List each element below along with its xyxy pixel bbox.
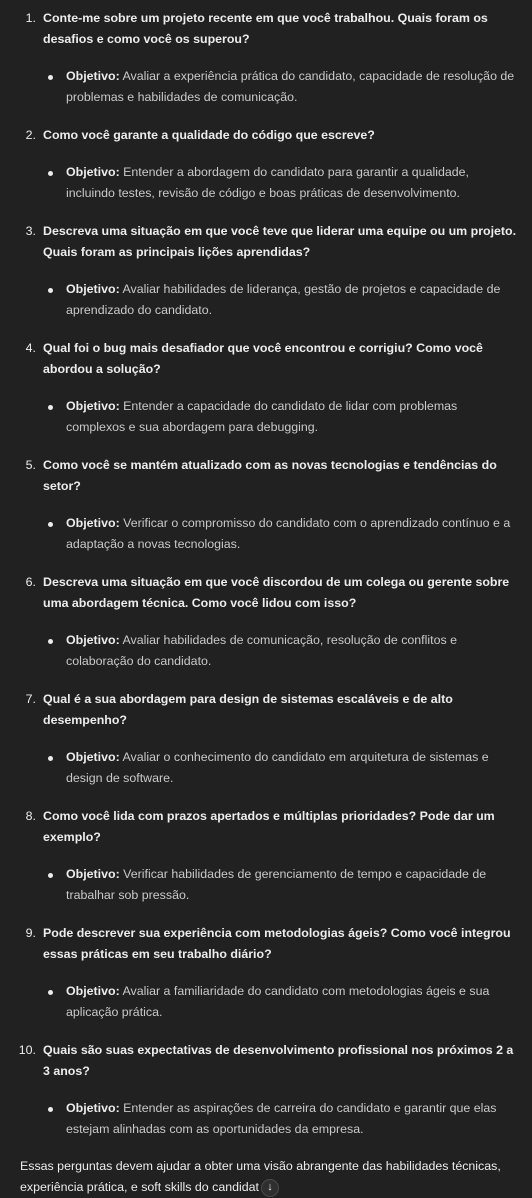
question-item bbox=[0, 8, 532, 108]
question-item bbox=[0, 338, 532, 438]
question-item bbox=[0, 125, 532, 204]
question-text bbox=[0, 572, 532, 614]
question-label: Como você se mantém atualizado com as novas tecnologias e tendências do setor? bbox=[43, 458, 497, 493]
bullet-dot-icon bbox=[48, 75, 53, 80]
objective-label: Objetivo: bbox=[66, 69, 120, 83]
question-label: Descreva uma situação em que você teve que liderar uma equipe ou um projeto. Quais foram as principais lições aprendidas? bbox=[43, 224, 517, 259]
question-label: Descreva uma situação em que você discordou de um colega ou gerente sobre uma abordagem técnica. Como você lidou com isso? bbox=[43, 575, 510, 610]
objective-text: Avaliar a experiência prática do candidato, capacidade de resolução de problemas e habilidades de comunicação. bbox=[66, 69, 515, 104]
question-text bbox=[0, 221, 532, 263]
objective-bullet bbox=[0, 981, 532, 1023]
objective-text: Entender as aspirações de carreira do candidato e garantir que elas estejam alinhadas com as oportunidades da empresa. bbox=[66, 1101, 497, 1136]
question-label: Como você lida com prazos apertados e múltiplas prioridades? Pode dar um exemplo? bbox=[43, 809, 495, 844]
objective-label: Objetivo: bbox=[66, 165, 120, 179]
question-label: Como você garante a qualidade do código que escreve? bbox=[43, 128, 375, 142]
question-label: Pode descrever sua experiência com metodologias ágeis? Como você integrou essas práticas em seu trabalho diário? bbox=[43, 926, 511, 961]
objective-text: Entender a abordagem do candidato para garantir a qualidade, incluindo testes, revisão de código e boas práticas de desenvolvimento. bbox=[66, 165, 469, 200]
question-text bbox=[0, 455, 532, 497]
question-label: Quais são suas expectativas de desenvolvimento profissional nos próximos 2 a 3 anos? bbox=[43, 1043, 514, 1078]
question-number: 5. bbox=[25, 458, 36, 472]
objective-bullet bbox=[0, 513, 532, 555]
question-item bbox=[0, 221, 532, 321]
question-text bbox=[0, 338, 532, 380]
objective-bullet bbox=[0, 396, 532, 438]
question-item bbox=[0, 923, 532, 1023]
objective-bullet bbox=[0, 279, 532, 321]
bullet-dot-icon bbox=[48, 756, 53, 761]
objective-label: Objetivo: bbox=[66, 633, 120, 647]
question-text bbox=[0, 8, 532, 50]
objective-bullet bbox=[0, 747, 532, 789]
summary-text: Essas perguntas devem ajudar a obter uma visão abrangente das habilidades técnicas, experiência prática, e soft skills do candidat bbox=[20, 1159, 501, 1194]
question-number: 8. bbox=[25, 809, 36, 823]
question-label: Conte-me sobre um projeto recente em que você trabalhou. Quais foram os desafios e como você os superou? bbox=[43, 11, 488, 46]
question-item bbox=[0, 455, 532, 555]
objective-label: Objetivo: bbox=[66, 750, 120, 764]
bullet-dot-icon bbox=[48, 171, 53, 176]
question-number: 2. bbox=[25, 128, 36, 142]
question-item bbox=[0, 689, 532, 789]
objective-label: Objetivo: bbox=[66, 1101, 120, 1115]
summary-paragraph bbox=[0, 1156, 532, 1198]
question-number: 4. bbox=[25, 341, 36, 355]
objective-label: Objetivo: bbox=[66, 867, 120, 881]
question-text bbox=[0, 689, 532, 731]
bullet-dot-icon bbox=[48, 1107, 53, 1112]
question-text bbox=[0, 806, 532, 848]
objective-bullet bbox=[0, 66, 532, 108]
bullet-dot-icon bbox=[48, 288, 53, 293]
question-text bbox=[0, 1040, 532, 1082]
bullet-dot-icon bbox=[48, 522, 53, 527]
objective-text: Avaliar o conhecimento do candidato em arquitetura de sistemas e design de software. bbox=[66, 750, 489, 785]
objective-text: Avaliar a familiaridade do candidato com metodologias ágeis e sua aplicação prática. bbox=[66, 984, 490, 1019]
question-item bbox=[0, 1040, 532, 1140]
bullet-dot-icon bbox=[48, 873, 53, 878]
bullet-dot-icon bbox=[48, 990, 53, 995]
objective-label: Objetivo: bbox=[66, 399, 120, 413]
objective-bullet bbox=[0, 630, 532, 672]
question-label: Qual foi o bug mais desafiador que você encontrou e corrigiu? Como você abordou a solução? bbox=[43, 341, 483, 376]
question-number: 10. bbox=[18, 1043, 36, 1057]
objective-bullet bbox=[0, 162, 532, 204]
question-number: 9. bbox=[25, 926, 36, 940]
question-text bbox=[0, 923, 532, 965]
objective-label: Objetivo: bbox=[66, 984, 120, 998]
objective-text: Entender a capacidade do candidato de lidar com problemas complexos e sua abordagem para debugging. bbox=[66, 399, 458, 434]
arrow-down-icon[interactable]: ↓ bbox=[261, 1179, 279, 1197]
question-number: 1. bbox=[25, 11, 36, 25]
objective-text: Verificar habilidades de gerenciamento de tempo e capacidade de trabalhar sob pressão. bbox=[66, 867, 487, 902]
chat-message bbox=[0, 8, 532, 1198]
objective-bullet bbox=[0, 864, 532, 906]
question-number: 7. bbox=[25, 692, 36, 706]
bullet-dot-icon bbox=[48, 405, 53, 410]
objective-bullet bbox=[0, 1098, 532, 1140]
question-number: 3. bbox=[25, 224, 36, 238]
objective-label: Objetivo: bbox=[66, 282, 120, 296]
question-item bbox=[0, 806, 532, 906]
objective-label: Objetivo: bbox=[66, 516, 120, 530]
objective-text: Verificar o compromisso do candidato com o aprendizado contínuo e a adaptação a novas tecnologias. bbox=[66, 516, 511, 551]
objective-text: Avaliar habilidades de comunicação, resolução de conflitos e colaboração do candidato. bbox=[66, 633, 457, 668]
question-number: 6. bbox=[25, 575, 36, 589]
question-item bbox=[0, 572, 532, 672]
question-label: Qual é a sua abordagem para design de sistemas escaláveis e de alto desempenho? bbox=[43, 692, 453, 727]
bullet-dot-icon bbox=[48, 639, 53, 644]
objective-text: Avaliar habilidades de liderança, gestão de projetos e capacidade de aprendizado do candidato. bbox=[66, 282, 501, 317]
question-text bbox=[0, 125, 532, 146]
